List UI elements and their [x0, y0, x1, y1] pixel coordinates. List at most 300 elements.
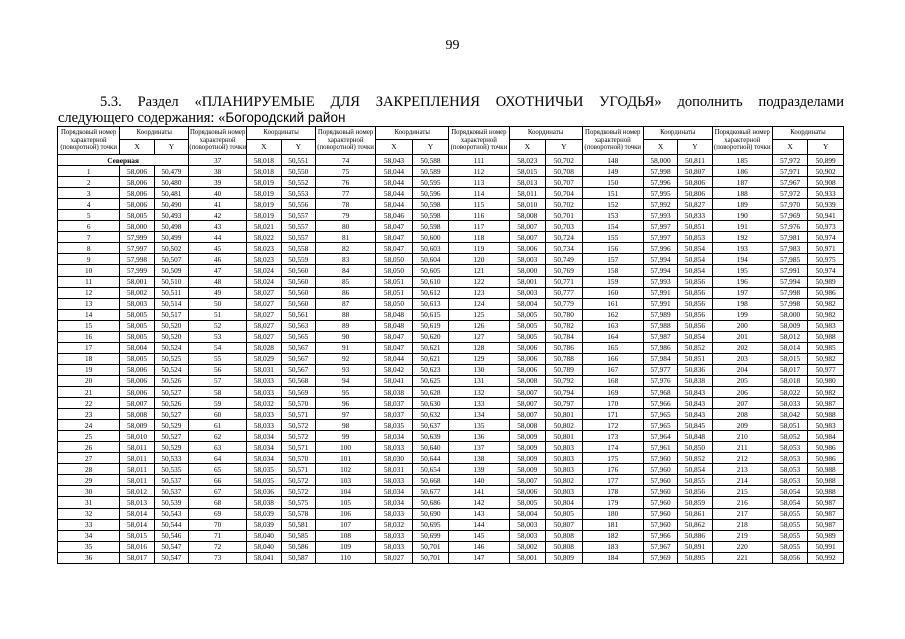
x-cell: 58,022	[772, 386, 807, 397]
x-header: X	[376, 140, 413, 155]
y-cell: 50,595	[412, 177, 449, 188]
x-cell: 58,050	[376, 254, 413, 265]
x-cell: 58,047	[376, 243, 413, 254]
x-cell: 57,960	[643, 508, 677, 519]
x-cell: 58,030	[376, 453, 413, 464]
point-number-cell: 42	[189, 210, 247, 221]
y-cell: 50,983	[808, 320, 844, 331]
point-number-cell: 217	[712, 508, 772, 519]
y-cell: 50,563	[281, 320, 315, 331]
x-cell: 58,017	[772, 364, 807, 375]
point-number-cell: 16	[58, 331, 120, 342]
point-number-cell: 69	[189, 508, 247, 519]
x-cell: 57,986	[643, 342, 677, 353]
y-cell: 50,788	[546, 353, 583, 364]
table-row	[58, 386, 844, 397]
point-number-cell: 74	[315, 155, 375, 166]
y-cell: 50,777	[546, 287, 583, 298]
y-cell: 50,511	[154, 287, 188, 298]
y-cell: 50,575	[281, 497, 315, 508]
y-cell: 50,806	[678, 188, 712, 199]
x-cell: 58,019	[247, 199, 281, 210]
y-cell: 50,859	[678, 497, 712, 508]
point-number-cell: 181	[582, 519, 643, 530]
x-cell: 58,012	[120, 486, 154, 497]
x-cell: 58,005	[120, 309, 154, 320]
x-cell: 58,018	[247, 155, 281, 166]
y-cell: 50,527	[154, 386, 188, 397]
x-cell: 57,998	[120, 254, 154, 265]
x-cell: 58,047	[376, 331, 413, 342]
x-cell: 58,033	[247, 375, 281, 386]
point-number-cell: 133	[449, 398, 509, 409]
point-number-cell: 146	[449, 541, 509, 552]
point-number-cell: 3	[58, 188, 120, 199]
x-cell: 57,989	[643, 309, 677, 320]
x-cell: 57,984	[643, 353, 677, 364]
point-number-cell: 4	[58, 199, 120, 210]
x-cell: 57,999	[120, 265, 154, 276]
x-cell: 57,997	[643, 221, 677, 232]
table-row	[58, 287, 844, 298]
x-cell: 57,967	[643, 541, 677, 552]
y-cell: 50,749	[546, 254, 583, 265]
y-cell: 50,797	[546, 398, 583, 409]
x-cell: 58,027	[247, 287, 281, 298]
x-cell: 58,010	[120, 431, 154, 442]
point-number-cell: 67	[189, 486, 247, 497]
y-cell: 50,481	[154, 188, 188, 199]
y-header: Y	[808, 140, 844, 155]
x-cell: 58,011	[509, 188, 546, 199]
y-cell: 50,977	[808, 364, 844, 375]
point-number-cell: 88	[315, 309, 375, 320]
y-cell: 50,535	[154, 464, 188, 475]
table-row	[58, 486, 844, 497]
y-cell: 50,789	[546, 364, 583, 375]
y-cell: 50,854	[678, 464, 712, 475]
y-cell: 50,843	[678, 398, 712, 409]
y-cell: 50,986	[808, 453, 844, 464]
point-number-cell: 210	[712, 431, 772, 442]
coordinates-header: Координаты	[247, 127, 316, 140]
point-number-cell: 159	[582, 276, 643, 287]
y-cell: 50,982	[808, 309, 844, 320]
point-number-cell: 23	[58, 409, 120, 420]
x-cell: 57,964	[643, 431, 677, 442]
y-cell: 50,983	[808, 420, 844, 431]
y-cell: 50,699	[412, 530, 449, 541]
y-cell: 50,856	[678, 309, 712, 320]
y-cell: 50,568	[281, 375, 315, 386]
point-number-cell: 80	[315, 221, 375, 232]
point-number-cell: 113	[449, 177, 509, 188]
x-cell: 57,985	[772, 254, 807, 265]
x-cell: 58,055	[772, 530, 807, 541]
x-cell: 58,006	[509, 342, 546, 353]
point-number-cell: 153	[582, 210, 643, 221]
x-cell: 58,039	[247, 519, 281, 530]
y-cell: 50,537	[154, 475, 188, 486]
y-cell: 50,480	[154, 177, 188, 188]
x-cell: 58,033	[247, 386, 281, 397]
point-number-cell: 122	[449, 276, 509, 287]
x-cell: 58,005	[509, 497, 546, 508]
point-number-cell: 82	[315, 243, 375, 254]
y-cell: 50,695	[412, 519, 449, 530]
point-number-cell: 201	[712, 331, 772, 342]
x-cell: 57,967	[772, 177, 807, 188]
y-cell: 50,552	[281, 177, 315, 188]
table-row	[58, 508, 844, 519]
y-cell: 50,987	[808, 398, 844, 409]
point-number-cell: 89	[315, 320, 375, 331]
y-cell: 50,613	[412, 298, 449, 309]
point-number-cell: 145	[449, 530, 509, 541]
point-number-cell: 37	[189, 155, 247, 166]
y-cell: 50,639	[412, 431, 449, 442]
point-number-cell: 55	[189, 353, 247, 364]
point-number-cell: 76	[315, 177, 375, 188]
x-cell: 58,006	[120, 386, 154, 397]
table-row	[58, 364, 844, 375]
y-cell: 50,544	[154, 519, 188, 530]
y-cell: 50,809	[546, 552, 583, 563]
x-cell: 58,006	[509, 243, 546, 254]
point-number-cell: 11	[58, 276, 120, 287]
x-cell: 57,970	[772, 199, 807, 210]
point-number-cell: 157	[582, 254, 643, 265]
y-cell: 50,843	[678, 409, 712, 420]
point-number-cell: 148	[582, 155, 643, 166]
coordinates-header: Координаты	[772, 127, 843, 140]
x-cell: 58,041	[376, 375, 413, 386]
point-number-cell: 127	[449, 331, 509, 342]
point-number-cell: 147	[449, 552, 509, 563]
x-cell: 57,998	[772, 287, 807, 298]
y-cell: 50,939	[808, 199, 844, 210]
section-heading	[58, 94, 844, 126]
y-cell: 50,533	[154, 453, 188, 464]
point-number-cell: 218	[712, 519, 772, 530]
y-cell: 50,517	[154, 309, 188, 320]
x-cell: 57,968	[643, 386, 677, 397]
point-number-cell: 196	[712, 276, 772, 287]
y-cell: 50,556	[281, 199, 315, 210]
y-cell: 50,604	[412, 254, 449, 265]
x-cell: 58,003	[120, 298, 154, 309]
x-cell: 58,031	[376, 464, 413, 475]
x-cell: 58,033	[376, 442, 413, 453]
y-cell: 50,854	[678, 331, 712, 342]
point-number-cell: 180	[582, 508, 643, 519]
y-cell: 50,854	[678, 254, 712, 265]
y-cell: 50,807	[678, 166, 712, 177]
point-number-cell: 9	[58, 254, 120, 265]
y-cell: 50,587	[281, 552, 315, 563]
point-number-cell: 12	[58, 287, 120, 298]
y-cell: 50,850	[678, 442, 712, 453]
point-number-cell: 182	[582, 530, 643, 541]
y-cell: 50,933	[808, 188, 844, 199]
point-number-cell: 194	[712, 254, 772, 265]
x-cell: 58,000	[772, 309, 807, 320]
coordinates-header: Координаты	[643, 127, 712, 140]
y-cell: 50,493	[154, 210, 188, 221]
x-cell: 58,044	[376, 188, 413, 199]
table-row	[58, 398, 844, 409]
x-cell: 58,009	[509, 442, 546, 453]
header-row	[58, 127, 844, 140]
point-number-cell: 149	[582, 166, 643, 177]
y-cell: 50,974	[808, 265, 844, 276]
x-cell: 57,993	[643, 210, 677, 221]
point-number-cell: 13	[58, 298, 120, 309]
x-cell: 57,998	[772, 298, 807, 309]
y-cell: 50,794	[546, 386, 583, 397]
x-cell: 58,027	[247, 298, 281, 309]
point-number-cell: 59	[189, 398, 247, 409]
y-cell: 50,987	[808, 519, 844, 530]
y-cell: 50,598	[412, 210, 449, 221]
y-cell: 50,589	[412, 166, 449, 177]
point-number-cell: 219	[712, 530, 772, 541]
point-number-cell: 216	[712, 497, 772, 508]
y-cell: 50,895	[678, 552, 712, 563]
x-cell: 58,038	[247, 497, 281, 508]
x-cell: 58,006	[509, 364, 546, 375]
x-cell: 58,048	[376, 320, 413, 331]
x-cell: 58,014	[772, 342, 807, 353]
y-cell: 50,490	[154, 199, 188, 210]
point-number-cell: 25	[58, 431, 120, 442]
x-cell: 58,037	[376, 398, 413, 409]
x-cell: 57,961	[643, 442, 677, 453]
x-cell: 58,011	[120, 475, 154, 486]
point-number-cell: 211	[712, 442, 772, 453]
x-cell: 58,035	[247, 464, 281, 475]
y-cell: 50,557	[281, 210, 315, 221]
x-cell: 58,044	[376, 177, 413, 188]
y-cell: 50,989	[808, 276, 844, 287]
y-cell: 50,701	[412, 541, 449, 552]
y-cell: 50,525	[154, 353, 188, 364]
x-cell: 58,013	[120, 497, 154, 508]
x-cell: 58,003	[509, 287, 546, 298]
y-cell: 50,619	[412, 320, 449, 331]
point-number-cell: 138	[449, 453, 509, 464]
y-header: Y	[412, 140, 449, 155]
x-cell: 58,009	[120, 420, 154, 431]
y-cell: 50,560	[281, 298, 315, 309]
y-cell: 50,941	[808, 210, 844, 221]
point-number-cell: 184	[582, 552, 643, 563]
y-cell: 50,570	[281, 453, 315, 464]
point-number-cell: 202	[712, 342, 772, 353]
point-number-cell: 112	[449, 166, 509, 177]
point-number-cell: 96	[315, 398, 375, 409]
y-cell: 50,558	[281, 243, 315, 254]
x-header: X	[643, 140, 677, 155]
x-cell: 58,054	[772, 486, 807, 497]
point-number-cell: 124	[449, 298, 509, 309]
point-number-cell: 161	[582, 298, 643, 309]
x-cell: 57,971	[772, 166, 807, 177]
point-number-cell: 104	[315, 486, 375, 497]
x-cell: 58,002	[120, 287, 154, 298]
x-cell: 58,040	[247, 530, 281, 541]
point-number-cell: 169	[582, 386, 643, 397]
x-cell: 58,005	[509, 331, 546, 342]
point-number-cell: 142	[449, 497, 509, 508]
point-number-cell: 45	[189, 243, 247, 254]
point-number-cell: 187	[712, 177, 772, 188]
x-cell: 57,998	[643, 166, 677, 177]
x-header: X	[247, 140, 281, 155]
table-row	[58, 342, 844, 353]
x-cell: 58,032	[376, 519, 413, 530]
point-number-cell: 150	[582, 177, 643, 188]
point-number-cell: 30	[58, 486, 120, 497]
point-number-cell: 212	[712, 453, 772, 464]
y-cell: 50,559	[281, 254, 315, 265]
y-cell: 50,567	[281, 342, 315, 353]
table-row	[58, 320, 844, 331]
y-cell: 50,803	[546, 453, 583, 464]
point-number-cell: 160	[582, 287, 643, 298]
x-cell: 58,019	[247, 177, 281, 188]
y-cell: 50,640	[412, 442, 449, 453]
y-cell: 50,704	[546, 188, 583, 199]
point-number-header: Порядковый номер характерной (поворотной) точки	[58, 127, 120, 155]
point-number-cell: 99	[315, 431, 375, 442]
point-number-cell: 20	[58, 375, 120, 386]
x-cell: 58,000	[509, 265, 546, 276]
point-number-cell: 175	[582, 453, 643, 464]
y-cell: 50,779	[546, 298, 583, 309]
y-cell: 50,980	[808, 375, 844, 386]
y-cell: 50,572	[281, 420, 315, 431]
y-cell: 50,899	[808, 155, 844, 166]
y-cell: 50,707	[546, 177, 583, 188]
y-cell: 50,603	[412, 243, 449, 254]
point-number-cell: 100	[315, 442, 375, 453]
point-number-cell: 152	[582, 199, 643, 210]
point-number-cell: 53	[189, 331, 247, 342]
y-cell: 50,986	[808, 442, 844, 453]
point-number-cell: 172	[582, 420, 643, 431]
table-row	[58, 464, 844, 475]
heading-line-2-text: следующего содержания: «	[58, 110, 226, 126]
x-cell: 58,007	[120, 398, 154, 409]
coordinates-header: Координаты	[376, 127, 449, 140]
table-row	[58, 420, 844, 431]
point-number-cell: 8	[58, 243, 120, 254]
x-header: X	[772, 140, 807, 155]
point-number-cell: 40	[189, 188, 247, 199]
point-number-cell: 126	[449, 320, 509, 331]
x-cell: 58,023	[247, 254, 281, 265]
y-cell: 50,851	[678, 221, 712, 232]
y-cell: 50,547	[154, 541, 188, 552]
point-number-cell: 215	[712, 486, 772, 497]
x-cell: 58,013	[509, 177, 546, 188]
point-number-cell: 7	[58, 232, 120, 243]
x-cell: 57,991	[643, 298, 677, 309]
y-cell: 50,724	[546, 232, 583, 243]
y-cell: 50,851	[678, 353, 712, 364]
x-header: X	[509, 140, 546, 155]
point-number-cell: 221	[712, 552, 772, 563]
point-number-cell: 174	[582, 442, 643, 453]
x-cell: 58,009	[509, 431, 546, 442]
y-header: Y	[154, 140, 188, 155]
point-number-cell: 204	[712, 364, 772, 375]
x-cell: 58,009	[772, 320, 807, 331]
heading-line-2	[58, 110, 844, 126]
point-number-cell: 95	[315, 386, 375, 397]
y-header: Y	[546, 140, 583, 155]
y-cell: 50,701	[546, 210, 583, 221]
x-cell: 57,972	[772, 155, 807, 166]
x-cell: 58,003	[509, 519, 546, 530]
x-cell: 58,031	[247, 364, 281, 375]
point-number-cell: 110	[315, 552, 375, 563]
y-cell: 50,987	[808, 497, 844, 508]
x-cell: 58,012	[772, 331, 807, 342]
table-row	[58, 298, 844, 309]
y-cell: 50,801	[546, 431, 583, 442]
point-number-cell: 24	[58, 420, 120, 431]
y-cell: 50,987	[808, 508, 844, 519]
x-cell: 57,977	[643, 364, 677, 375]
x-cell: 57,960	[643, 486, 677, 497]
point-number-cell: 220	[712, 541, 772, 552]
y-cell: 50,654	[412, 464, 449, 475]
point-number-cell: 62	[189, 431, 247, 442]
x-cell: 58,051	[376, 287, 413, 298]
point-number-cell: 108	[315, 530, 375, 541]
table-row	[58, 519, 844, 530]
y-cell: 50,852	[678, 342, 712, 353]
y-cell: 50,612	[412, 287, 449, 298]
x-cell: 57,991	[772, 265, 807, 276]
point-number-cell: 87	[315, 298, 375, 309]
x-cell: 58,053	[772, 453, 807, 464]
y-cell: 50,807	[546, 519, 583, 530]
x-cell: 58,014	[120, 508, 154, 519]
point-number-cell: 176	[582, 464, 643, 475]
y-cell: 50,527	[154, 431, 188, 442]
y-cell: 50,708	[546, 166, 583, 177]
point-number-cell: 117	[449, 221, 509, 232]
y-cell: 50,702	[546, 199, 583, 210]
y-cell: 50,510	[154, 276, 188, 287]
point-number-cell: 64	[189, 453, 247, 464]
table-row	[58, 188, 844, 199]
x-cell: 58,053	[772, 464, 807, 475]
point-number-cell: 50	[189, 298, 247, 309]
point-number-cell: 101	[315, 453, 375, 464]
point-number-cell: 1	[58, 166, 120, 177]
y-cell: 50,811	[678, 155, 712, 166]
x-cell: 57,966	[643, 530, 677, 541]
x-cell: 58,015	[509, 166, 546, 177]
y-cell: 50,547	[154, 552, 188, 563]
point-number-cell: 140	[449, 475, 509, 486]
point-number-cell: 189	[712, 199, 772, 210]
y-cell: 50,546	[154, 530, 188, 541]
